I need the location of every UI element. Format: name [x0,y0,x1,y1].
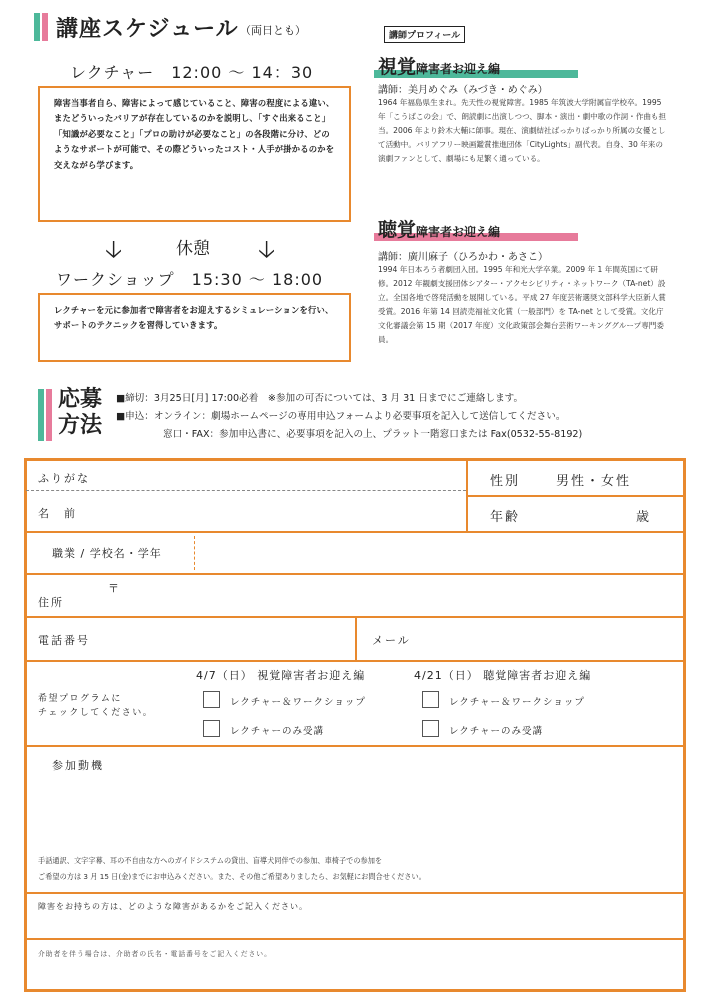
apply-accent-bar-pink [46,389,52,441]
phone-input[interactable] [110,624,350,654]
furigana-input[interactable] [200,468,460,486]
age-input[interactable] [540,502,630,524]
day2-both-checkbox[interactable] [422,691,439,708]
occupation-input[interactable] [200,538,680,568]
postal-mark: 〒 [108,582,121,595]
phone-label: 電話番号 [38,634,90,647]
day2-both-label: レクチャー＆ワークショップ [449,697,585,708]
day2-title: 4/21（日） 聴覚障害者お迎え編 [414,669,592,682]
motivation-input[interactable] [40,778,670,848]
day1-lecture-checkbox[interactable] [203,720,220,737]
form-row-divider [24,573,686,575]
email-input[interactable] [420,624,680,654]
form-row-divider [24,892,686,894]
day2-lecture-label: レクチャーのみ受講 [449,726,544,737]
support-note-line2: ご希望の方は 3 月 15 日(金)までにお申込みください。また、その他ご希望ありましたら、お気軽にお問合せください。 [38,872,426,881]
disability-prompt: 障害をお持ちの方は、どのような障害があるかをご記入ください。 [38,902,308,911]
hearing-heading-big: 聴覚 [378,219,417,241]
apply-title-line1: 応募 [58,387,103,412]
motivation-label: 参加動機 [52,759,104,772]
apply-title [58,387,102,439]
hearing-instructor-bio: 1994 年日本ろう者劇団入団。1995 年和光大学卒業。2009 年 1 年間英国にて研修。2012 年観劇支援団体シアター・アクセシビリティ・ネットワーク（TA-net）設立。全国各地で啓発活動を展開している。平成 27 年度芸術選奨文部科学大臣新人賞受賞。2016 年第 14 回読売福祉文化賞（一般部門）を TA-net として受賞。文化庁文化審議会第 15 期（2017 年度）文化政策部会舞台芸術ワーキンググループ専門委員。 [378,265,666,344]
apply-method-online: ■申込：オンライン：劇場ホームページの専用申込フォームより必要事項を記入して送信してください。 [116,411,566,422]
accent-bar-teal [34,13,40,41]
apply-accent-bar-teal [38,389,44,441]
program-label [38,692,153,720]
visual-instructor-bio: 1964 年福島県生まれ。先天性の視覚障害。1985 年筑波大学附属盲学校卒。1995 年「こうばこの会」で、朗読劇に出演しつつ、脚本・演出・劇中歌の作詞・作曲も担当。2006 年より鈴木大輔に師事。現在、演劇結社ばっかりばっかり所属の女優として活動中。バリアフリー映画鑑賞推進団体「CityLights」副代表。自身、30 年来の演劇ファンとして、劇場にも足繁く通っている。 [378,98,667,163]
workshop-time: ワークショップ 15:30 〜 18:00 [56,270,324,289]
program-label-line1: 希望プログラムに [38,694,122,704]
address-input[interactable] [90,580,680,612]
furigana-label: ふりがな [38,472,90,485]
email-label: メール [372,634,411,647]
age-unit: 歳 [636,510,652,525]
profile-badge: 講師プロフィール [384,26,465,43]
visual-heading-small: 障害者お迎え編 [416,62,501,76]
caregiver-prompt: 介助者を伴う場合は、介助者の氏名・電話番号をご記入ください。 [38,950,272,958]
hearing-heading [378,215,500,242]
name-input[interactable] [100,498,460,526]
program-label-line2: チェックしてください。 [38,708,154,718]
form-col-divider [355,616,357,661]
lecture-time: レクチャー 12:00 〜 14：30 [70,63,314,82]
lecture-description-box [38,86,351,222]
form-row-divider [24,745,686,747]
schedule-title: 講座スケジュール [56,17,239,42]
day1-lecture-label: レクチャーのみ受講 [230,726,325,737]
apply-title-line2: 方法 [58,413,103,438]
address-label: 住所 [38,596,64,609]
down-arrow-left-icon: 🡣 [105,235,123,263]
day1-both-label: レクチャー＆ワークショップ [230,697,366,708]
hearing-heading-small: 障害者お迎え編 [416,225,501,239]
visual-instructor-name: 講師：美月めぐみ（みづき・めぐみ） [378,85,548,96]
disability-input[interactable] [40,914,670,934]
schedule-title-note: （両日とも） [240,24,306,37]
occupation-divider [194,536,195,570]
apply-deadline: ■締切：3月25日[月] 17:00必着 ※参加の可否については、3 月 31 日までにご連絡します。 [116,393,524,404]
day2-lecture-checkbox[interactable] [422,720,439,737]
workshop-description: レクチャーを元に参加者で障害者をお迎えするシミュレーションを行い、サポートのテクニックを習得していきます。 [54,305,334,331]
visual-heading-big: 視覚 [378,56,417,78]
workshop-description-box [38,293,351,362]
day1-both-checkbox[interactable] [203,691,220,708]
down-arrow-right-icon: 🡣 [258,235,276,263]
visual-heading [378,52,500,79]
support-note-line1: 手話通訳、文字字幕、耳の不自由な方へのガイドシステムの貸出、盲導犬同伴での参加、車椅子での参加を [38,856,383,865]
form-row-divider [24,938,686,940]
name-label: 名 前 [38,507,77,520]
break-label: 休憩 [176,239,210,259]
gender-options[interactable]: 男性・女性 [556,474,632,489]
gender-label: 性別 [490,474,521,489]
day1-title: 4/7（日） 視覚障害者お迎え編 [196,669,366,682]
age-label: 年齢 [490,510,521,525]
apply-method-window: 窓口・FAX：参加申込書に、必要事項を記入の上、プラット一階窓口または Fax(0532-55-8192) [163,429,583,440]
form-row-divider [466,495,686,497]
accent-bar-pink [42,13,48,41]
furigana-divider [26,490,466,491]
occupation-label: 職業 / 学校名・学年 [52,547,162,560]
form-row-divider [24,531,686,533]
caregiver-input[interactable] [40,960,670,986]
lecture-description: 障害当事者自ら、障害によって感じていること、障害の程度による違い、またどういったバリアが存在しているのかを説明し、「すぐ出来ること」「知識が必要なこと」「プロの助けが必要なこと」の各段階に分け、どのようなサポートが可能で、その際どういったコスト・人手が掛かるのかを交えながら学びます。 [54,98,335,170]
hearing-instructor-name: 講師：廣川麻子（ひろかわ・あさこ） [378,252,548,263]
